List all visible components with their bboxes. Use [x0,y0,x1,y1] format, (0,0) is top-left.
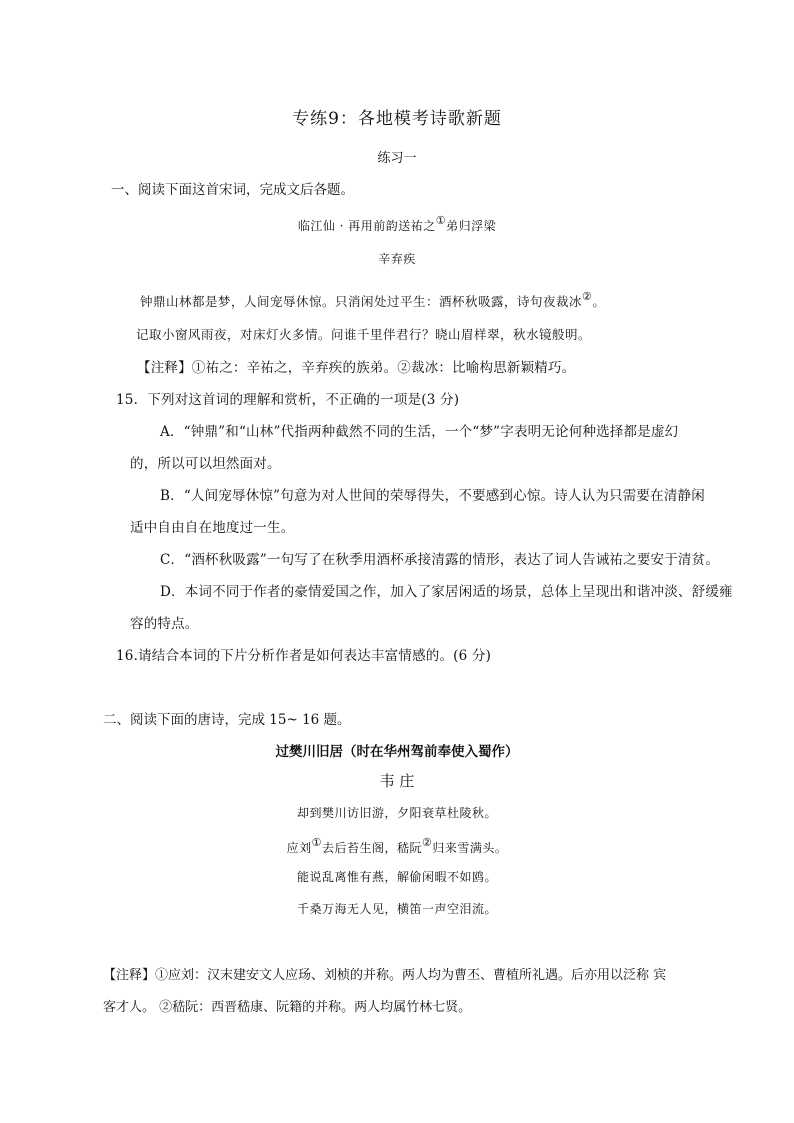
poem-line-text: 归来雪满头。 [432,841,508,855]
part1-heading: 一、阅读下面这首宋词，完成文后各题。 [111,182,354,198]
part1-author: 辛弃疾 [378,252,416,266]
page-title: 专练9：各地模考诗歌新题 [292,109,502,129]
footnote-mark: ① [311,836,322,849]
poem-line-text: 钟鼎山林都是梦，人间宠辱休惊。只消闲处过平生：酒杯秋吸露，诗句夜裁冰 [140,294,583,309]
part1-poem-line-1 [140,290,605,310]
part1-poem-title [0,214,794,234]
question-15: 15．下列对这首词的理解和赏析，不正确的一项是(3 分) [116,392,460,408]
option-d-line-1: D．本词不同于作者的豪情爱国之作，加入了家居闲适的场景，总体上呈现出和谐冲淡、舒缓雍 [160,584,733,600]
option-b-line-1: B．“人间宠辱休惊”句意为对人世间的荣辱得失，不要感到心惊。诗人认为只需要在清静闲 [160,488,705,504]
part2-heading: 二、阅读下面的唐诗，完成 15~ 16 题。 [103,712,351,728]
part2-note-line-1: 【注释】①应刘：汉末建安文人应玚、刘桢的并称。两人均为曹丕、曹植所礼遇。后亦用以泛称 宾 [103,968,667,983]
question-16: 16.请结合本词的下片分析作者是如何表达丰富情感的。(6 分) [116,648,492,664]
poem-line-text: 应刘 [286,841,312,855]
option-d-line-2: 容的特点。 [130,616,199,632]
footnote-mark: ① [435,214,447,227]
part2-note-line-2: 客才人。 ②嵇阮：西晋嵇康、阮籍的并称。两人均属竹林七贤。 [103,1000,472,1015]
footnote-mark: ② [582,290,593,303]
part2-poem-line-2 [0,836,794,856]
option-c: C．“酒杯秋吸露”一句写了在秋季用酒杯承接清露的情形，表达了词人告诫祐之要安于清贫。 [160,552,720,568]
poem-line-end: 。 [592,294,606,309]
part1-poem-line-2: 记取小窗风雨夜，对床灯火多情。问谁千里伴君行？晓山眉样翠，秋水镜般明。 [136,327,592,342]
option-b-line-2: 适中自由自在地度过一生。 [130,520,295,536]
part1-note: 【注释】①祐之：辛祐之，辛弃疾的族弟。②裁冰：比喻构思新颖精巧。 [137,360,576,376]
part2-poem-line-4: 千桑万海无人见，横笛一声空泪流。 [296,902,497,916]
poem-line-text: 去后苔生阁，嵇阮 [321,841,422,855]
part2-poem-title: 过樊川旧居（时在华州驾前奉使入蜀作） [275,744,519,760]
option-a-line-1: A．“钟鼎”和“山林”代指两种截然不同的生活，一个“梦”字表明无论何种选择都是虚幻 [160,424,679,440]
poem-title-tail: 弟归浮梁 [446,219,497,233]
poem-title-text: 临江仙 · 再用前韵送祐之 [297,219,436,233]
part2-author: 韦 庄 [379,772,415,790]
part2-poem-line-3: 能说乱离惟有燕，解偷闲暇不如鸥。 [296,870,497,884]
footnote-mark: ② [422,836,433,849]
page-subtitle: 练习一 [377,151,417,166]
part2-poem-line-1: 却到樊川访旧游，夕阳衰草杜陵秋。 [296,806,497,820]
option-a-line-2: 的，所以可以坦然面对。 [130,456,281,472]
